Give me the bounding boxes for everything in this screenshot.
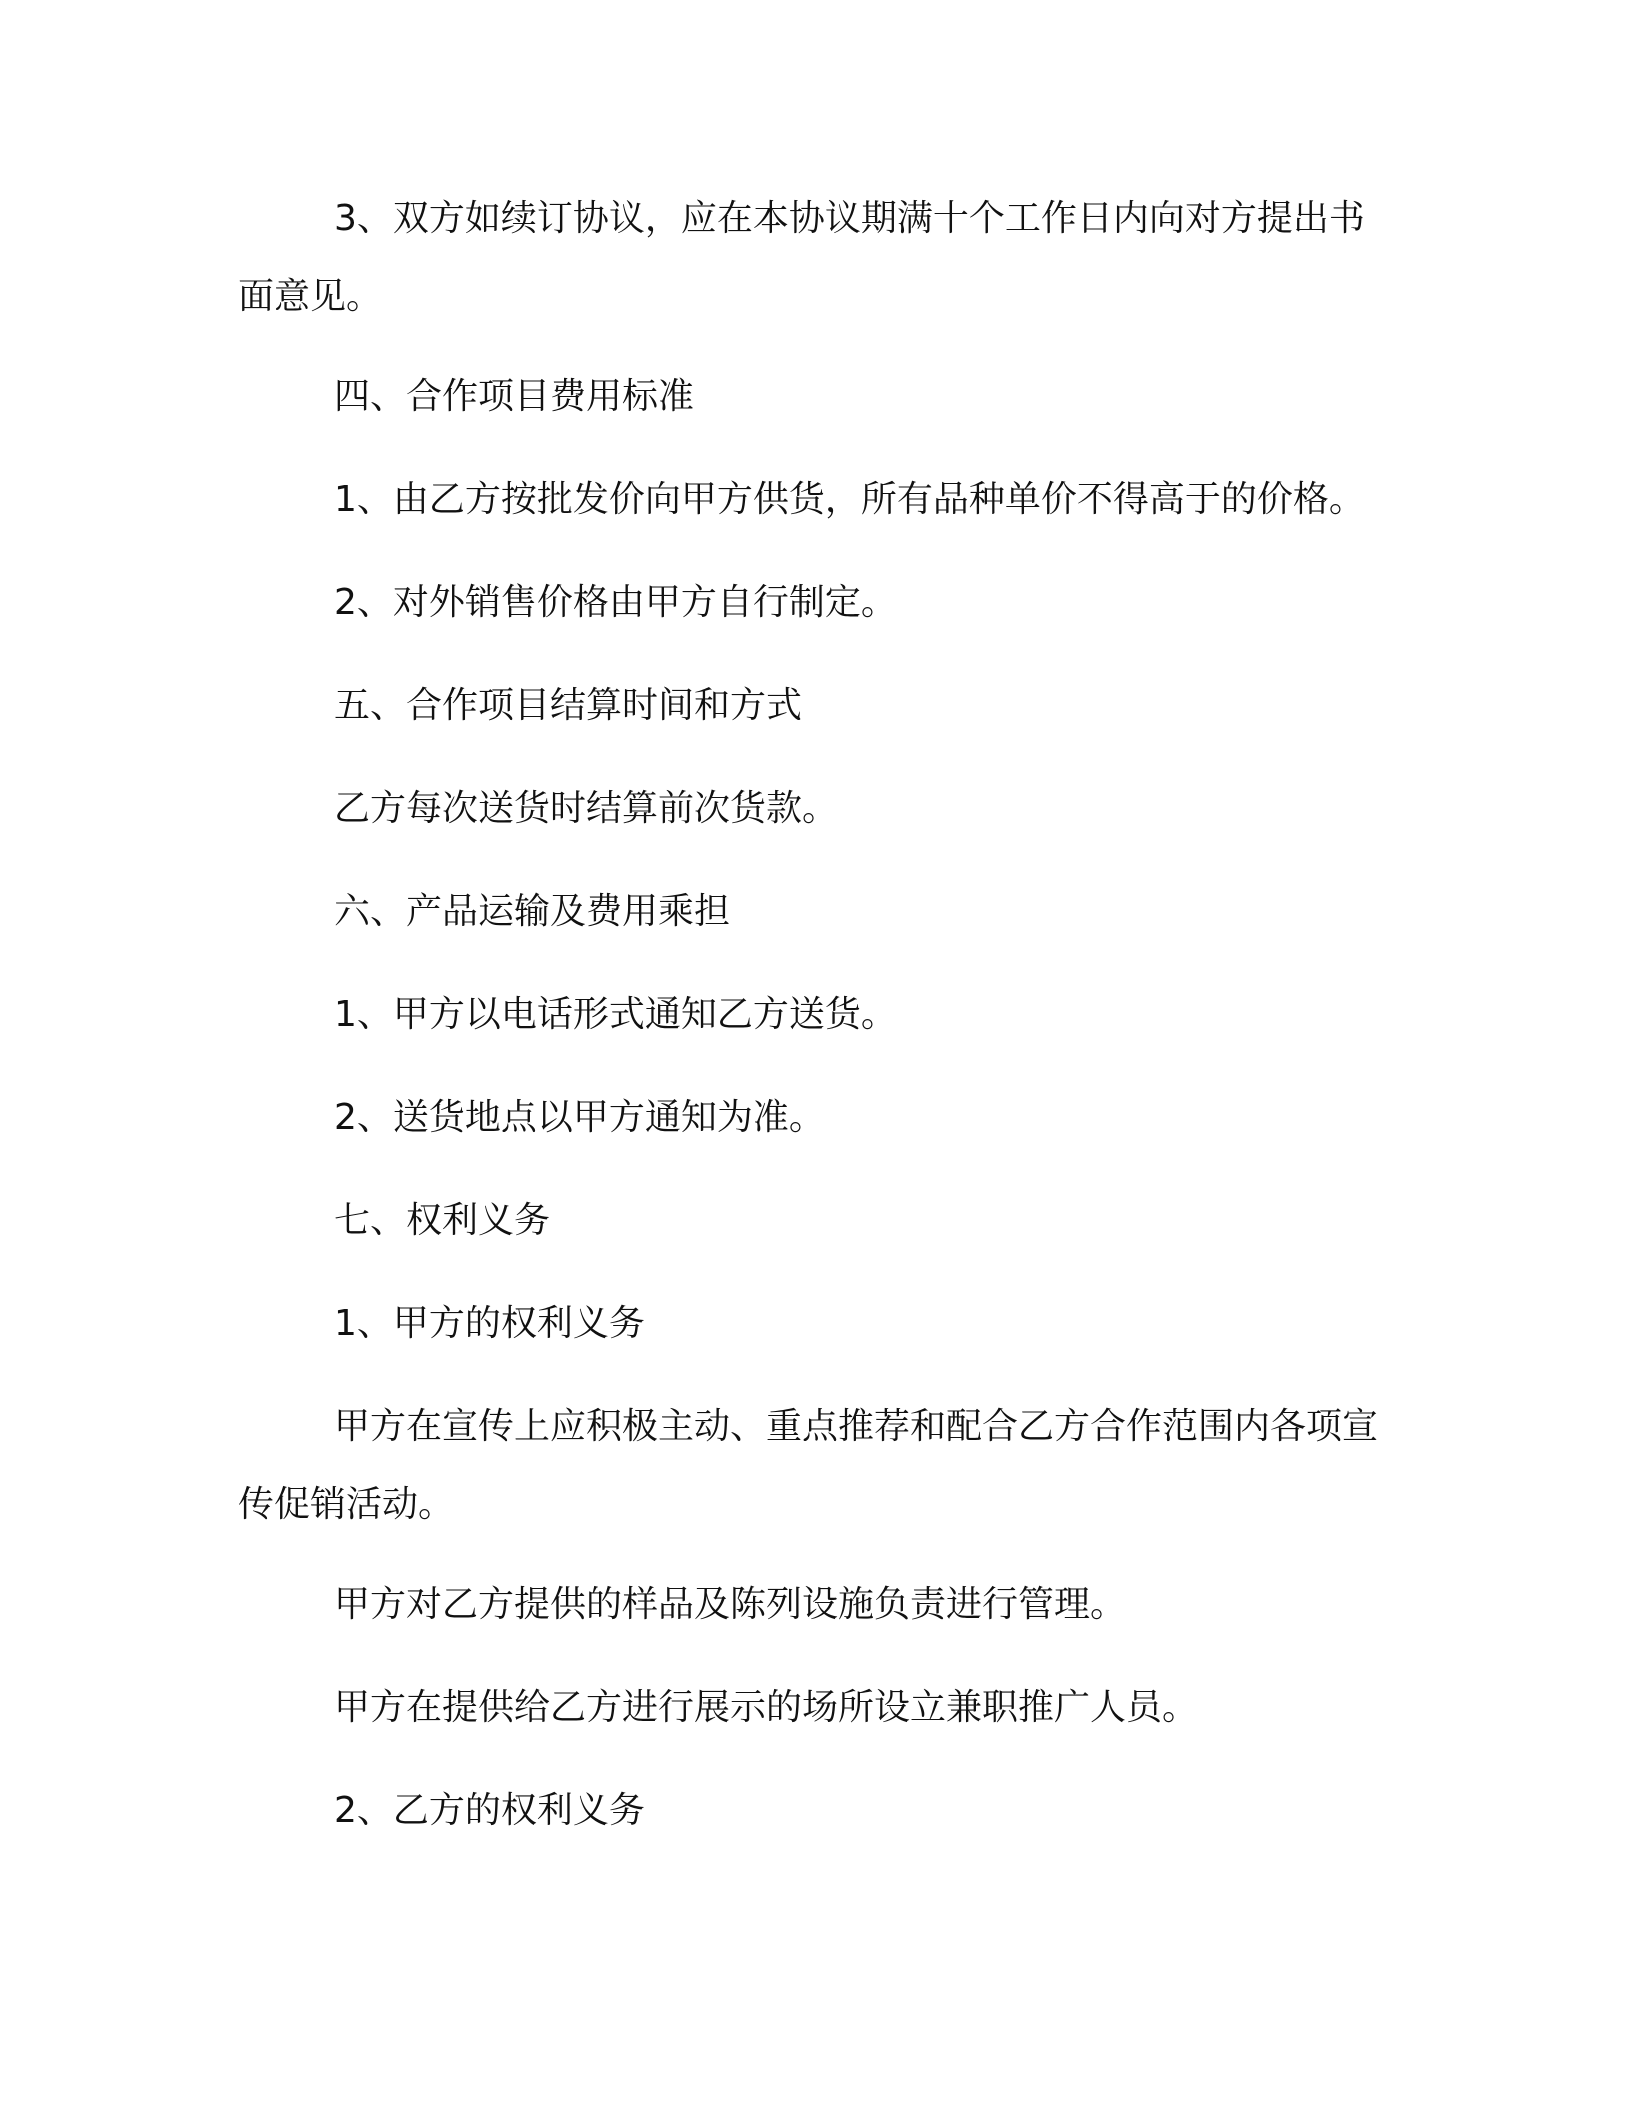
paragraph-wholesale-price: 1、由乙方按批发价向甲方供货，所有品种单价不得高于的价格。 [334, 479, 1365, 520]
paragraph-delivery-location: 2、送货地点以甲方通知为准。 [334, 1097, 825, 1138]
paragraph-renewal: 3、双方如续订协议，应在本协议期满十个工作日内向对方提出书面意见。 [238, 198, 1365, 317]
heading-fee-standard: 四、合作项目费用标准 [334, 376, 695, 417]
paragraph-settlement: 乙方每次送货时结算前次货款。 [334, 788, 839, 829]
paragraph-party-a-samples: 甲方对乙方提供的样品及陈列设施负责进行管理。 [334, 1584, 1127, 1625]
heading-party-a-rights: 1、甲方的权利义务 [334, 1303, 645, 1344]
heading-transport: 六、产品运输及费用乘担 [334, 891, 731, 932]
heading-settlement: 五、合作项目结算时间和方式 [334, 685, 803, 726]
paragraph-party-a-promotion: 甲方在宣传上应积极主动、重点推荐和配合乙方合作范围内各项宣传促销活动。 [238, 1406, 1379, 1525]
paragraph-sales-price: 2、对外销售价格由甲方自行制定。 [334, 582, 897, 623]
paragraph-party-a-staff: 甲方在提供给乙方进行展示的场所设立兼职推广人员。 [334, 1687, 1199, 1728]
paragraph-phone-notice: 1、甲方以电话形式通知乙方送货。 [334, 994, 897, 1035]
heading-rights-obligations: 七、权利义务 [334, 1200, 551, 1241]
heading-party-b-rights: 2、乙方的权利义务 [334, 1790, 645, 1831]
